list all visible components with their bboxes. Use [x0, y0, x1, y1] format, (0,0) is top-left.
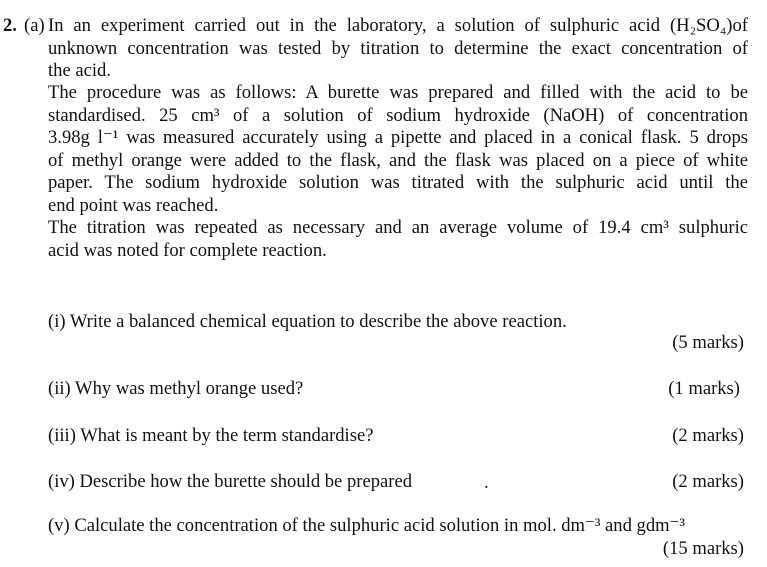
marks-iv: (2 marks): [672, 471, 744, 492]
procedure-line: 3.98g l⁻¹ was measured accurately using a pipette and placed in a conical flask. 5 drops: [48, 127, 748, 148]
marks-i: (5 marks): [672, 332, 744, 353]
sub-question-iii: (iii) What is meant by the term standardise?: [48, 425, 374, 446]
marks-iii: (2 marks): [672, 425, 744, 446]
question-number: 2.: [3, 15, 17, 36]
marks-v: (15 marks): [662, 538, 744, 559]
procedure-line: The procedure was as follows: A burette was prepared and filled with the acid to be: [48, 82, 748, 103]
procedure-paragraph: [48, 82, 748, 217]
intro-line: unknown concentration was tested by titration to determine the exact concentration of: [48, 37, 748, 59]
repeat-line: The titration was repeated as necessary and an average volume of 19.4 cm³ sulphuric: [48, 217, 748, 238]
procedure-line: of methyl orange were added to the flask, and the flask was placed on a piece of white: [48, 149, 748, 171]
procedure-line: standardised. 25 cm³ of a solution of sodium hydroxide (NaOH) of concentration: [48, 104, 748, 126]
sub-question-i: (i) Write a balanced chemical equation to describe the above reaction.: [48, 311, 567, 332]
procedure-line: end point was reached.: [48, 194, 219, 216]
marks-ii: (1 marks): [668, 378, 740, 399]
part-label: (a): [24, 15, 45, 36]
sub-question-v: (v) Calculate the concentration of the sulphuric acid solution in mol. dm⁻³ and gdm⁻³: [48, 515, 685, 536]
intro-line: In an experiment carried out in the laboratory, a solution of sulphuric acid (H₂SO₄)of: [48, 15, 748, 36]
stray-mark: .: [484, 472, 489, 493]
sub-question-iv: (iv) Describe how the burette should be prepared: [48, 471, 412, 492]
intro-paragraph: [48, 15, 748, 83]
repeat-line: acid was noted for complete reaction.: [48, 239, 327, 261]
repeat-paragraph: [48, 217, 748, 262]
intro-line: the acid.: [48, 60, 111, 81]
sub-question-ii: (ii) Why was methyl orange used?: [48, 378, 304, 399]
procedure-line: paper. The sodium hydroxide solution was titrated with the sulphuric acid until the: [48, 172, 748, 193]
